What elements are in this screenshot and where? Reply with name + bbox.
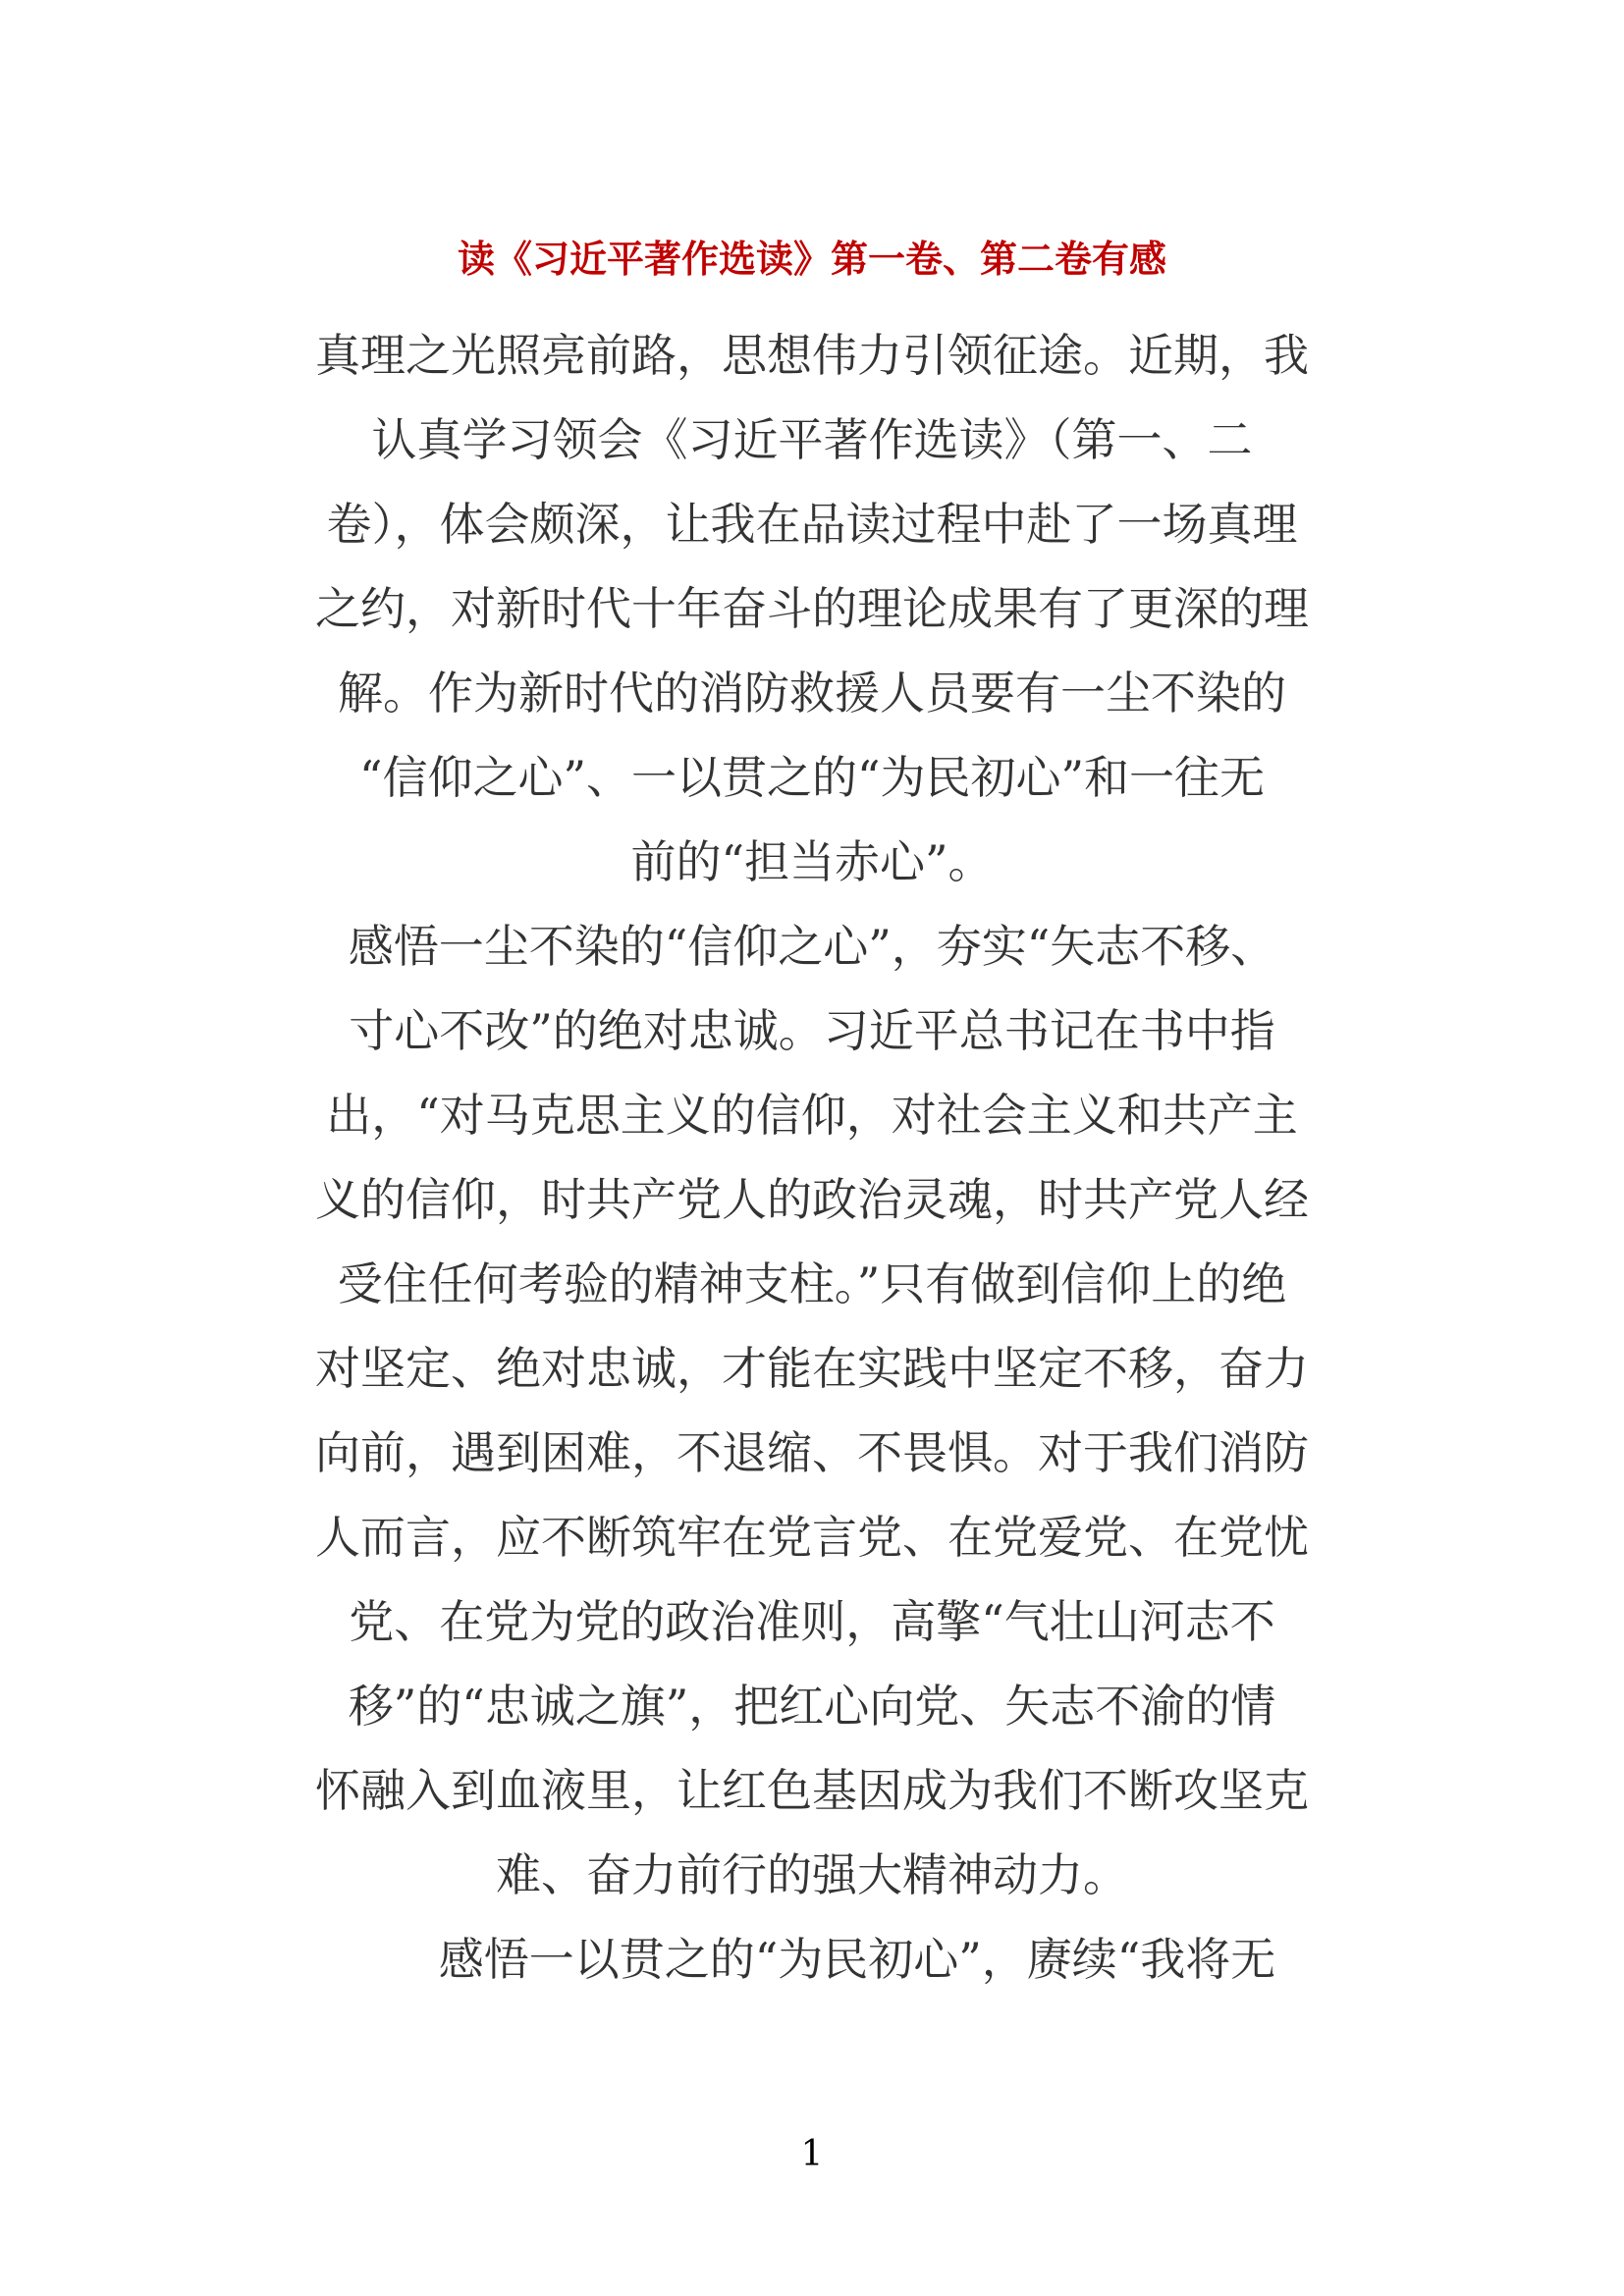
- body-line: 感悟一尘不染的“信仰之心”，夯实“矢志不移、: [348, 920, 1276, 973]
- body-line: 出，“对马克思主义的信仰，对社会主义和共产主: [326, 1089, 1298, 1142]
- body-line: 真理之光照亮前路，思想伟力引领征途。近期，我: [315, 329, 1309, 382]
- body-line: 人而言，应不断筑牢在党言党、在党爱党、在党忧: [315, 1511, 1309, 1564]
- body-line: 难、奋力前行的强大精神动力。: [496, 1848, 1128, 1901]
- body-line: 怀融入到血液里，让红色基因成为我们不断攻坚克: [315, 1764, 1309, 1817]
- body-line: 义的信仰，时共产党人的政治灵魂，时共产党人经: [315, 1173, 1309, 1226]
- page-number: 1: [800, 2134, 824, 2174]
- body-line: 解。作为新时代的消防救援人员要有一尘不染的: [338, 667, 1286, 720]
- body-line: 认真学习领会《习近平著作选读》（第一、二: [371, 413, 1253, 466]
- body-line: 前的“担当赤心”。: [630, 835, 994, 888]
- body-line: 卷），体会颇深，让我在品读过程中赴了一场真理: [326, 498, 1298, 551]
- body-line: 党、在党为党的政治准则，高擎“气壮山河志不: [349, 1595, 1275, 1648]
- body-line: 对坚定、绝对忠诚，才能在实践中坚定不移，奋力: [315, 1342, 1309, 1395]
- body-line: 移”的“忠诚之旗”，把红心向党、矢志不渝的情: [348, 1680, 1276, 1733]
- body-line: “信仰之心”、一以贯之的“为民初心”和一往无: [358, 751, 1266, 804]
- body-line: 受住任何考验的精神支柱。”只有做到信仰上的绝: [337, 1257, 1287, 1310]
- body-line: 之约，对新时代十年奋斗的理论成果有了更深的理: [315, 582, 1309, 635]
- document-title: 读《习近平著作选读》第一卷、第二卷有感: [457, 237, 1166, 281]
- body-line: 感悟一以贯之的“为民初心”，赓续“我将无: [438, 1933, 1276, 1986]
- body-line: 向前，遇到困难，不退缩、不畏惧。对于我们消防: [315, 1426, 1309, 1479]
- body-line: 寸心不改”的绝对忠诚。习近平总书记在书中指: [349, 1004, 1275, 1057]
